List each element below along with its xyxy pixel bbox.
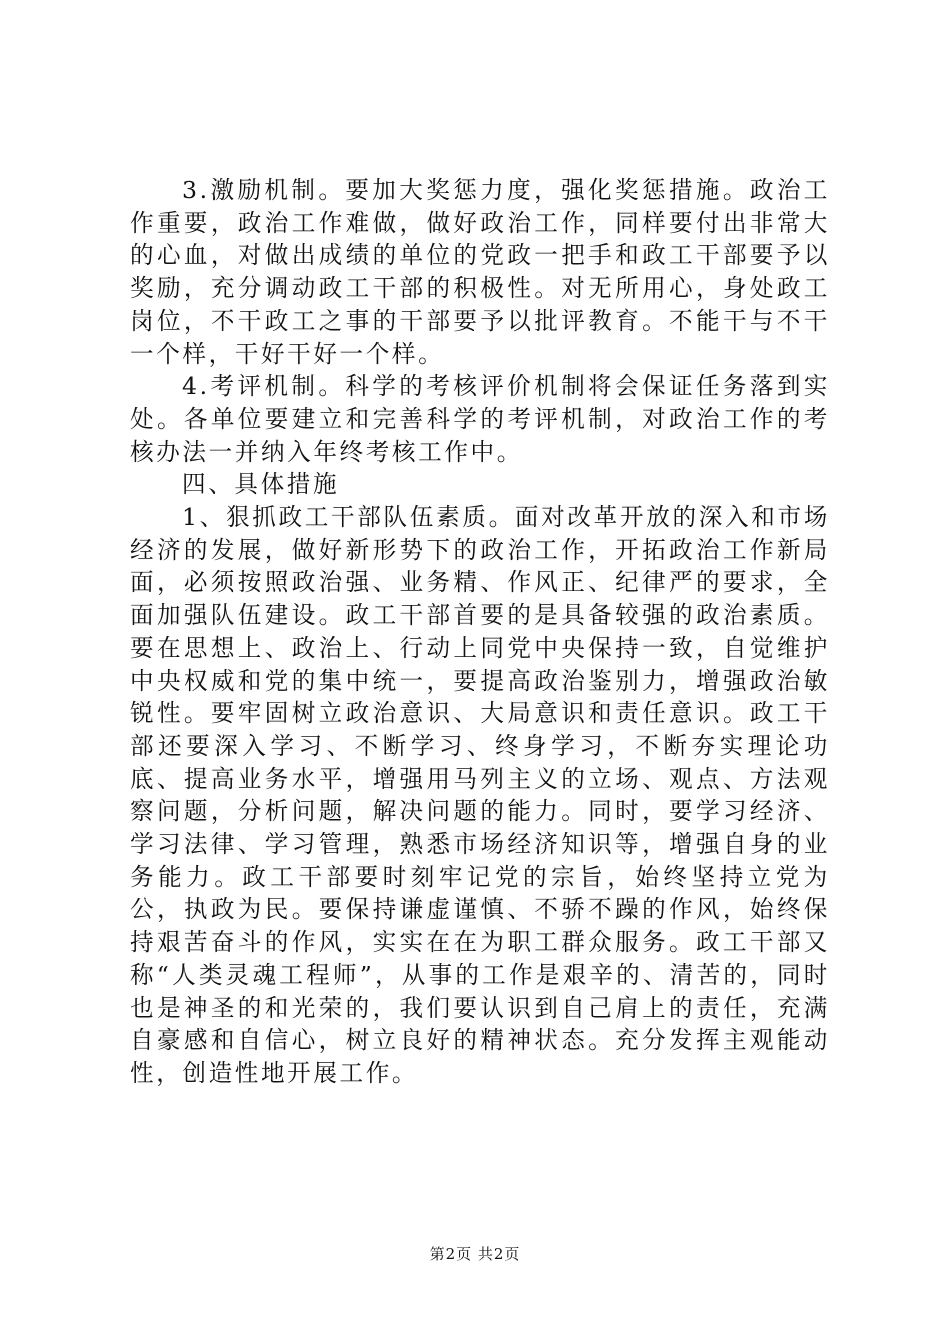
paragraph-cadre-quality: 1、狠抓政工干部队伍素质。面对改革开放的深入和市场经济的发展，做好新形势下的政治工作，开拓政治工作新局面，必须按照政治强、业务精、作风正、纪律严的要求，全面加强队伍建设。政工干部首要的是具备较强的政治素质。要在思想上、政治上、行动上同党中央保持一致，自觉维护中央权威和党的集中统一，要提高政治鉴别力，增强政治敏锐性。要牢固树立政治意识、大局意识和责任意识。政工干部还要深入学习、不断学习、终身学习，不断夯实理论功底、提高业务水平，增强用马列主义的立场、观点、方法观察问题，分析问题，解决问题的能力。同时，要学习经济、学习法律、学习管理，熟悉市场经济知识等，增强自身的业务能力。政工干部要时刻牢记党的宗旨，始终坚持立党为公，执政为民。要保持谦虚谨慎、不骄不躁的作风，始终保持艰苦奋斗的作风，实实在在为职工群众服务。政工干部又称“人类灵魂工程师”，从事的工作是艰辛的、清苦的，同时也是神圣的和光荣的，我们要认识到自己肩上的责任，充满自豪感和自信心，树立良好的精神状态。充分发挥主观能动性，创造性地开展工作。 xyxy=(130,503,830,1087)
document-body xyxy=(130,174,830,1090)
paragraph-evaluation-mechanism: 4.考评机制。科学的考核评价机制将会保证任务落到实处。各单位要建立和完善科学的考评机制，对政治工作的考核办法一并纳入年终考核工作中。 xyxy=(130,372,830,466)
paragraph-incentive-mechanism: 3.激励机制。要加大奖惩力度，强化奖惩措施。政治工作重要，政治工作难做，做好政治工作，同样要付出非常大的心血，对做出成绩的单位的党政一把手和政工干部要予以奖励，充分调动政工干部的积极性。对无所用心，身处政工岗位，不干政工之事的干部要予以批评教育。不能干与不干一个样，干好干好一个样。 xyxy=(130,176,830,368)
page-number-footer: 第2页 共2页 xyxy=(429,1245,521,1263)
section-heading-specific-measures: 四、具体措施 xyxy=(182,470,340,499)
